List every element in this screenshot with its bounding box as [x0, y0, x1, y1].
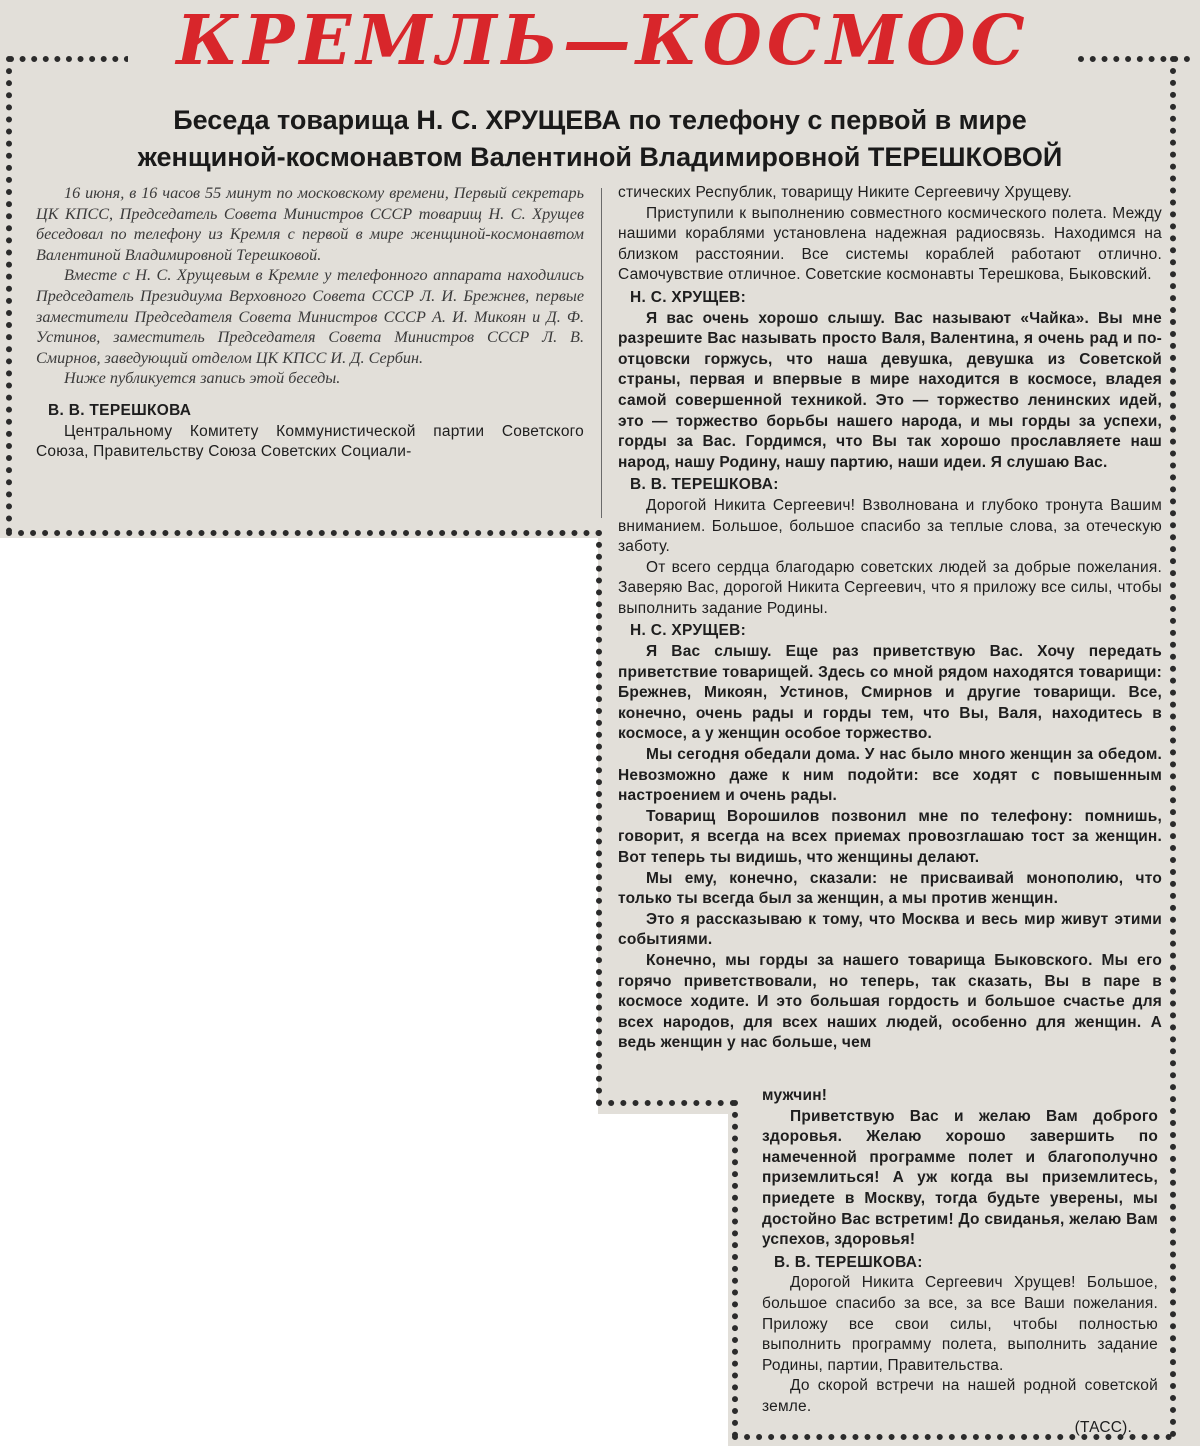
speaker-label: В. В. ТЕРЕШКОВА [48, 401, 192, 419]
speaker-label: Н. С. ХРУЩЕВ: [630, 288, 747, 306]
intro-paragraph-2: Вместе с Н. С. Хрущевым в Кремле у телефонного аппарата находились Председатель Президиума Верховного Совета СССР Л. И. Брежнев, первые заместители Председателя Совета Министров СССР А. И. Микоян и Д. Ф. Устинов, заместитель Председателя Совета Министров СССР Л. В. Смирнов, заведующий отделом ЦК КПСС И. Д. Сербин. [36, 266, 584, 367]
speech-paragraph: Конечно, мы горды за нашего товарища Быковского. Мы его горячо приветствовали, но теперь, так сказать, Вы в паре в космосе ходите. И это большая гордость и большое счастье для всех народов, для всех наших людей, особенно для женщин. А ведь женщин у нас больше, чем [618, 951, 1162, 1052]
bottom-column [762, 1086, 1158, 1438]
speech-paragraph: Приветствую Вас и желаю Вам доброго здоровья. Желаю хорошо завершить по намеченной программе полет и благополучно приземлиться! А уж когда вы приземлитесь, приедете в Москву, тогда будьте уверены, мы достойно Вас встретим! До свиданья, желаю Вам успехов, здоровья! [762, 1107, 1158, 1249]
subtitle [20, 102, 1180, 176]
speaker-label: В. В. ТЕРЕШКОВА: [630, 476, 779, 494]
speech-paragraph: Мы сегодня обедали дома. У нас было много женщин за обедом. Невозможно даже к ним подойти: все ходят с повышенным настроением и очень рады. [618, 746, 1162, 805]
speech-paragraph: Дорогой Никита Сергеевич Хрущев! Большое, большое спасибо за все, за все Ваши пожелания. Приложу все свои силы, чтобы полностью выполнить программу полета, выполнить задание Родины, партии, Правительства. [762, 1274, 1158, 1374]
right-column [618, 183, 1162, 1054]
speech-continuation: стических Республик, товарищу Никите Сергеевичу Хрущеву. [618, 184, 1073, 201]
left-column [36, 183, 584, 463]
speech-paragraph: Дорогой Никита Сергеевич! Взволнована и глубоко тронута Вашим вниманием. Большое, большое спасибо за теплые слова, за отеческую заботу. [618, 496, 1162, 556]
speech-paragraph: Мы ему, конечно, сказали: не присваивай монополию, что только ты всегда был за женщин, а мы против женщин. [618, 869, 1162, 908]
speech-paragraph: Центральному Комитету Коммунистической партии Советского Союза, Правительству Союза Советских Социали- [36, 422, 584, 461]
frame-mid-bottom [6, 530, 602, 536]
frame-left [6, 56, 12, 534]
speech-paragraph: Я Вас слышу. Еще раз приветствую Вас. Хочу передать приветствие товарищей. Здесь со мной рядом находятся товарищи: Брежнев, Микоян, Устинов, Смирнов и другие товарищи. Все, конечно, очень рады и горды тем, что Вы, Валя, находитесь в космосе, а у женщин особое торжество. [618, 643, 1162, 743]
source-credit: (ТАСС). [1074, 1418, 1132, 1436]
frame-right [1170, 56, 1176, 1438]
speech-continuation: мужчин! [762, 1087, 828, 1104]
headline: КРЕМЛЬ—КОСМОС [128, 2, 1078, 80]
source-line [762, 1418, 1158, 1439]
frame-mid-left [596, 530, 602, 1106]
subtitle-line-1: Беседа товарища Н. С. ХРУЩЕВА по телефону с первой в мире [173, 105, 1027, 135]
intro-paragraph-3: Ниже публикуется запись этой беседы. [64, 369, 341, 388]
speech-paragraph: Приступили к выполнению совместного космического полета. Между нашими кораблями установлена надежная радиосвязь. Находимся на близком расстоянии. Все системы кораблей работают отлично. Самочувствие отличное. Советские космонавты Терешкова, Быковский. [618, 204, 1162, 284]
subtitle-line-2: женщиной-космонавтом Валентиной Владимировной ТЕРЕШКОВОЙ [137, 142, 1063, 172]
speech-paragraph: Я вас очень хорошо слышу. Вас называют «Чайка». Вы мне разрешите Вас называть просто Валя, Валентина, я очень рад и по-отцовски горжусь, что наша девушка, девушка из Советской страны, первая и впервые в мире находится в космосе, владея самой совершенной техникой. Это — торжество ленинских идей, это — торжество борьбы нашего народа, и мы горды за успехи, горды за Вас. Гордимся, что Вы так хорошо прославляете наш народ, нашу Родину, нашу партию, наши идеи. Я слушаю Вас. [618, 309, 1162, 471]
speech-paragraph: Это я рассказываю к тому, что Москва и весь мир живут этими событиями. [618, 910, 1162, 949]
speech-paragraph: До скорой встречи на нашей родной советской земле. [762, 1377, 1158, 1415]
frame-lower-bottom [596, 1100, 736, 1106]
speaker-label: Н. С. ХРУЩЕВ: [630, 622, 747, 640]
speech-paragraph: От всего сердца благодарю советских людей за добрые пожелания. Заверяю Вас, дорогой Никита Сергеевич, что я приложу все силы, чтобы выполнить задание Родины. [618, 558, 1162, 617]
frame-lower-left [732, 1100, 738, 1438]
speech-paragraph: Товарищ Ворошилов позвонил мне по телефону: помнишь, говорит, я всегда на всех приемах провозглашаю тост за женщин. Вот теперь ты видишь, что женщины делают. [618, 807, 1162, 866]
column-divider [601, 188, 602, 518]
speaker-label: В. В. ТЕРЕШКОВА: [774, 1253, 923, 1271]
intro-paragraph-1: 16 июня, в 16 часов 55 минут по московскому времени, Первый секретарь ЦК КПСС, Председатель Совета Министров СССР товарищ Н. С. Хрущев беседовал по телефону из Кремля с первой в мире женщиной-космонавтом Валентиной Владимировной Терешковой. [36, 184, 584, 264]
frame-top-left [8, 56, 130, 62]
